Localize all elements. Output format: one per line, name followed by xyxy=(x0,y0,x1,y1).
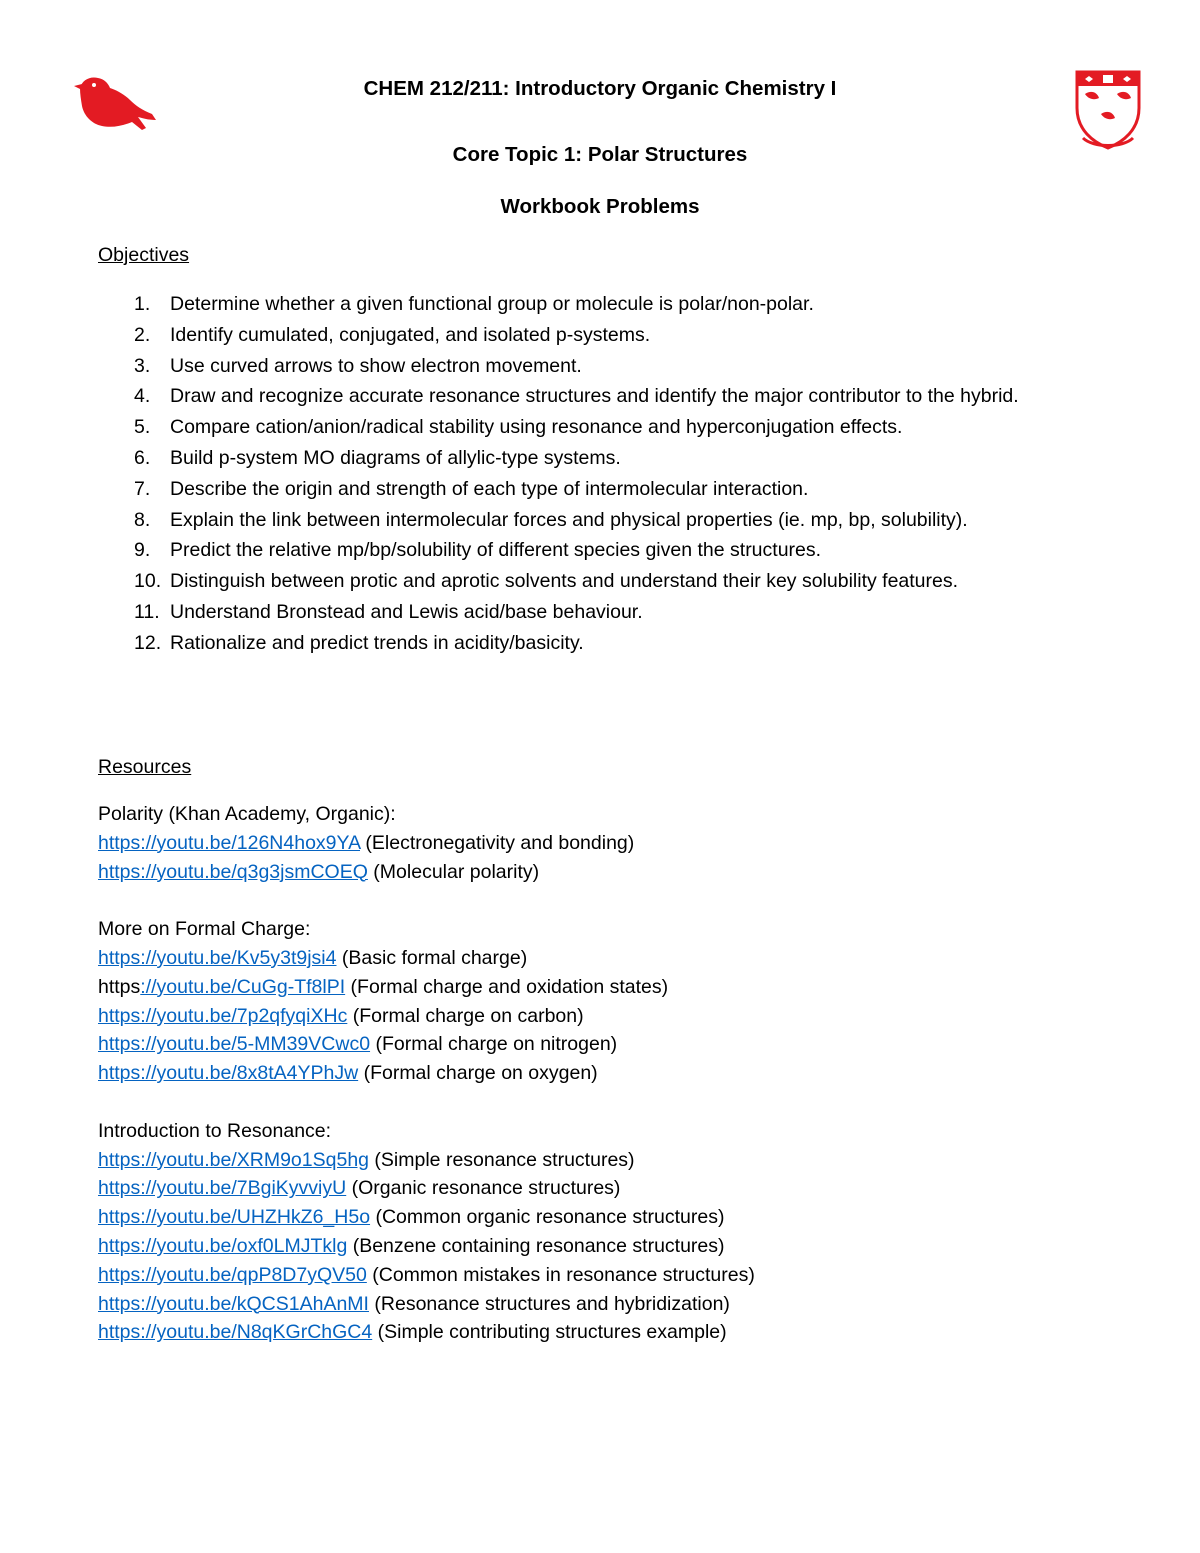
link-description: (Organic resonance structures) xyxy=(346,1177,621,1200)
link-description: (Formal charge on carbon) xyxy=(347,1004,584,1027)
list-item xyxy=(98,320,1098,351)
video-link[interactable]: https://youtu.be/7p2qfyqiXHc xyxy=(98,1004,348,1027)
resource-line xyxy=(98,1174,1138,1203)
item-text: Use curved arrows to show electron movement. xyxy=(170,354,582,377)
video-link[interactable]: https://youtu.be/XRM9o1Sq5hg xyxy=(98,1148,370,1171)
link-description: (Formal charge and oxidation states) xyxy=(345,975,669,998)
item-number: 8. xyxy=(134,508,151,531)
video-link[interactable]: https://youtu.be/7BgiKyvviyU xyxy=(98,1177,347,1200)
resource-line xyxy=(98,973,1138,1002)
item-text: Draw and recognize accurate resonance structures and identify the major contributor to the hybrid. xyxy=(170,385,1019,408)
link-description: (Common mistakes in resonance structures) xyxy=(366,1263,755,1286)
link-description: (Simple contributing structures example) xyxy=(372,1321,727,1344)
link-description: (Benzene containing resonance structures) xyxy=(347,1234,725,1257)
item-text: Explain the link between intermolecular forces and physical properties (ie. mp, bp, solubility). xyxy=(170,508,968,531)
link-description: (Formal charge on nitrogen) xyxy=(370,1033,618,1056)
list-item xyxy=(98,505,1098,536)
page-subtitle: Workbook Problems xyxy=(500,195,700,218)
item-text: Compare cation/anion/radical stability using resonance and hyperconjugation effects. xyxy=(170,416,903,439)
link-description: (Molecular polarity) xyxy=(367,860,540,883)
resource-line xyxy=(98,1146,1138,1175)
resource-line xyxy=(98,1002,1138,1031)
item-number: 12. xyxy=(134,631,162,654)
list-item xyxy=(98,289,1098,320)
item-number: 2. xyxy=(134,323,151,346)
video-link[interactable]: https://youtu.be/Kv5y3t9jsi4 xyxy=(98,946,337,969)
resource-line xyxy=(98,1203,1138,1232)
list-item xyxy=(98,597,1098,628)
item-text: Understand Bronstead and Lewis acid/base behaviour. xyxy=(170,600,643,623)
resource-line xyxy=(98,944,1138,973)
item-number: 11. xyxy=(134,600,160,623)
list-item xyxy=(98,351,1098,382)
video-link[interactable]: ://youtu.be/CuGg-Tf8lPI xyxy=(140,975,346,998)
resource-group-title: Introduction to Resonance: xyxy=(98,1119,332,1142)
video-link[interactable]: https://youtu.be/N8qKGrChGC4 xyxy=(98,1321,373,1344)
video-link[interactable]: https://youtu.be/q3g3jsmCOEQ xyxy=(98,860,368,883)
item-number: 6. xyxy=(134,446,151,469)
item-text: Rationalize and predict trends in acidity/basicity. xyxy=(170,631,584,654)
item-number: 10. xyxy=(134,570,162,593)
item-text: Build p-system MO diagrams of allylic-type systems. xyxy=(170,446,621,469)
item-number: 3. xyxy=(134,354,151,377)
video-link[interactable]: https://youtu.be/kQCS1AhAnMI xyxy=(98,1292,369,1315)
resource-line xyxy=(98,1318,1138,1347)
link-description: (Resonance structures and hybridization) xyxy=(368,1292,730,1315)
item-text: Distinguish between protic and aprotic solvents and understand their key solubility features. xyxy=(170,570,959,593)
resources-list xyxy=(98,800,1138,1347)
video-link[interactable]: https://youtu.be/oxf0LMJTklg xyxy=(98,1234,348,1257)
video-link[interactable]: https://youtu.be/5-MM39VCwc0 xyxy=(98,1033,371,1056)
resource-line xyxy=(98,1232,1138,1261)
resources-heading: Resources xyxy=(98,756,192,778)
video-link[interactable]: https://youtu.be/UHZHkZ6_H5o xyxy=(98,1206,371,1229)
objectives-heading: Objectives xyxy=(98,244,190,266)
resource-group-title: Polarity (Khan Academy, Organic): xyxy=(98,803,396,825)
item-text: Identify cumulated, conjugated, and isolated p-systems. xyxy=(170,323,651,346)
resource-line xyxy=(98,858,1138,887)
video-link[interactable]: https://youtu.be/126N4hox9YA xyxy=(98,831,360,854)
resource-line xyxy=(98,1059,1138,1088)
resource-line xyxy=(98,1290,1138,1319)
link-description: (Electronegativity and bonding) xyxy=(360,831,635,854)
item-number: 9. xyxy=(134,539,151,562)
link-description: (Common organic resonance structures) xyxy=(370,1206,725,1229)
item-number: 5. xyxy=(134,416,151,439)
video-link[interactable]: https://youtu.be/qpP8D7yQV50 xyxy=(98,1263,367,1286)
list-item xyxy=(98,443,1098,474)
link-description: (Formal charge on oxygen) xyxy=(358,1062,598,1085)
item-text: Determine whether a given functional group or molecule is polar/non-polar. xyxy=(170,293,814,315)
link-description: (Simple resonance structures) xyxy=(369,1148,635,1171)
item-text: Describe the origin and strength of each type of intermolecular interaction. xyxy=(170,477,809,500)
topic-title: Core Topic 1: Polar Structures xyxy=(452,143,748,166)
list-item xyxy=(98,535,1098,566)
resource-line xyxy=(98,829,1138,858)
item-number: 4. xyxy=(134,385,151,408)
resource-line xyxy=(98,1261,1138,1290)
list-item xyxy=(98,474,1098,505)
item-number: 7. xyxy=(134,477,151,500)
link-description: (Basic formal charge) xyxy=(336,946,528,969)
link-prefix: https xyxy=(98,975,141,998)
list-item xyxy=(98,566,1098,597)
objectives-list xyxy=(98,289,1098,659)
list-item xyxy=(98,412,1098,443)
item-text: Predict the relative mp/bp/solubility of different species given the structures. xyxy=(170,539,822,562)
resource-line xyxy=(98,1030,1138,1059)
course-title: CHEM 212/211: Introductory Organic Chemistry I xyxy=(363,77,837,100)
resource-group-title: More on Formal Charge: xyxy=(98,918,311,941)
list-item xyxy=(98,628,1098,659)
list-item xyxy=(98,381,1098,412)
item-number: 1. xyxy=(134,293,151,315)
video-link[interactable]: https://youtu.be/8x8tA4YPhJw xyxy=(98,1062,359,1085)
